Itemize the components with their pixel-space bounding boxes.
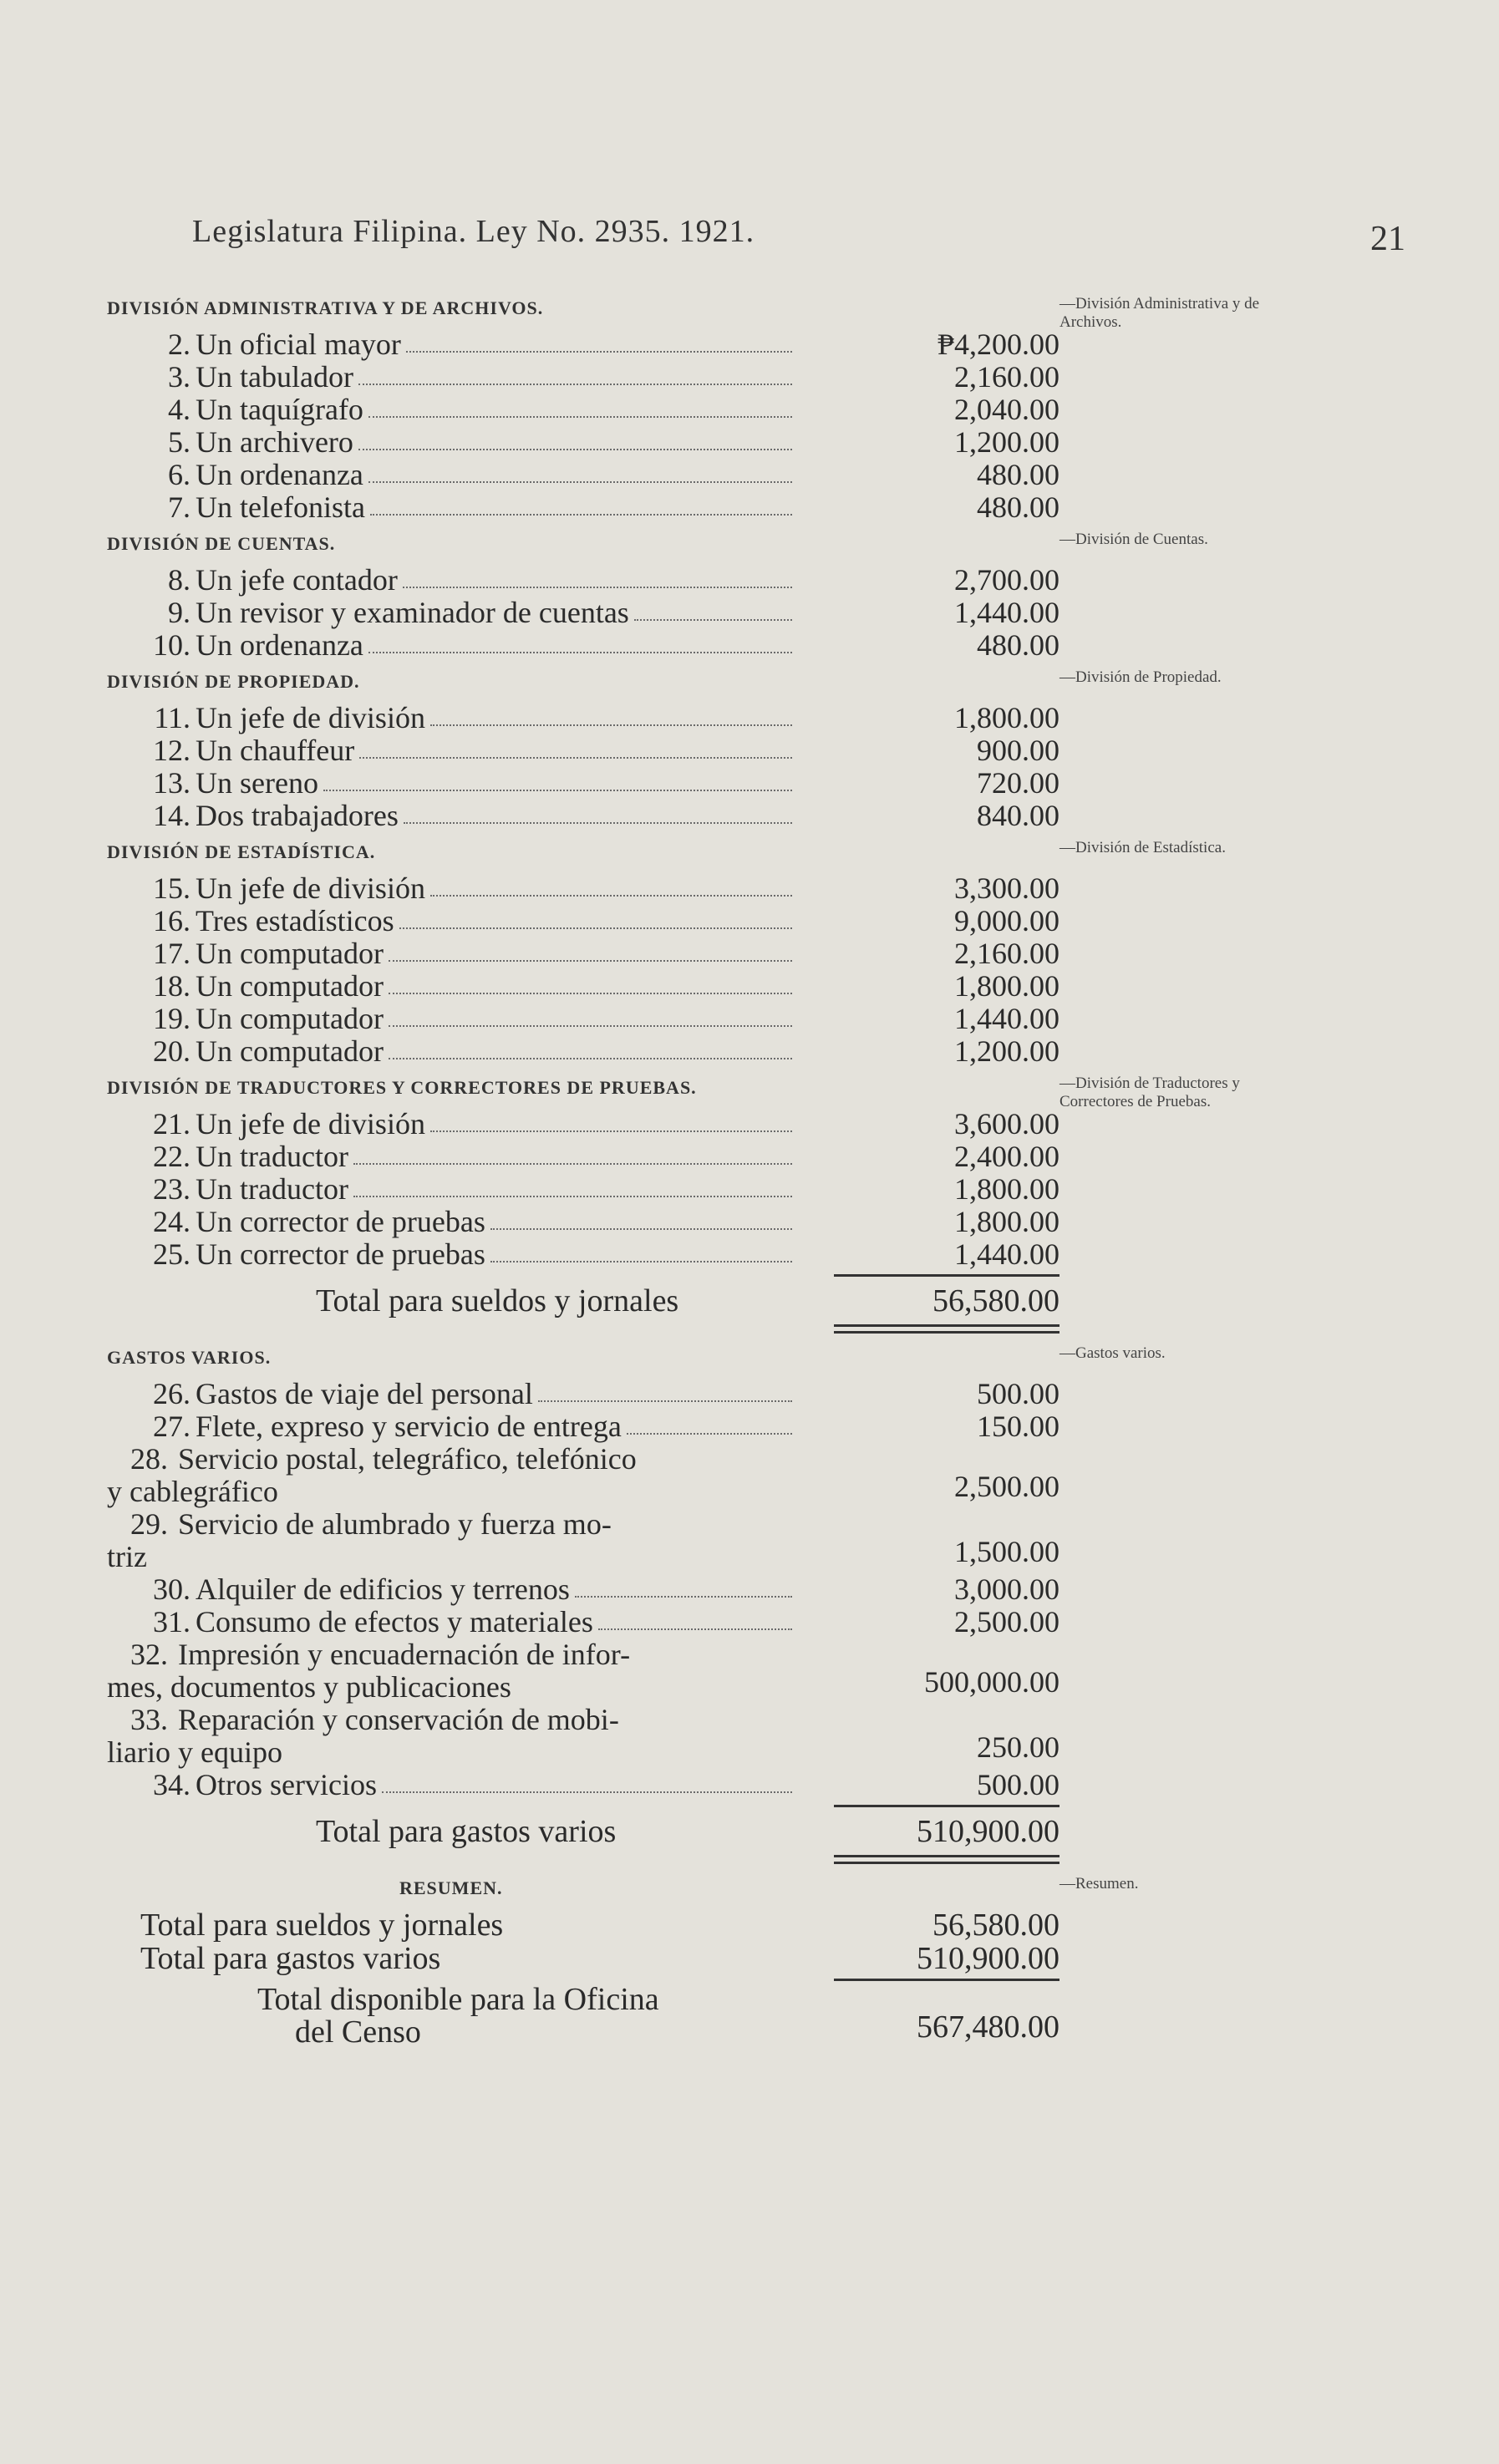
item-label: Un revisor y examinador de cuentas (196, 596, 629, 629)
item-number: 15. (153, 871, 191, 905)
leader-dots (430, 895, 792, 897)
item-amount: 3,600.00 (954, 1107, 1059, 1141)
item-number: 32. (130, 1638, 168, 1671)
margin-note: —División de Traductores y Correctores de Pruebas. (1059, 1075, 1240, 1110)
item-label: Un oficial mayor (196, 328, 401, 361)
margin-note: —División de Estadística. (1059, 839, 1226, 856)
item-label: Un ordenanza (196, 628, 363, 662)
item-amount: 2,160.00 (954, 937, 1059, 970)
line-item (107, 459, 1059, 491)
leader-dots (404, 822, 792, 824)
line-item (107, 1638, 1059, 1704)
item-amount: 1,440.00 (954, 1002, 1059, 1035)
item-number: 30. (153, 1572, 191, 1606)
item-number: 8. (168, 563, 191, 597)
item-number: 26. (153, 1377, 191, 1410)
line-item (107, 800, 1059, 832)
item-amount: 9,000.00 (954, 904, 1059, 937)
leader-dots (389, 1025, 792, 1027)
item-amount: 1,200.00 (954, 1034, 1059, 1068)
leader-dots (389, 960, 792, 962)
item-number: 20. (153, 1034, 191, 1068)
item-label: Un computador (196, 1002, 384, 1035)
item-label: Un traductor (196, 1140, 348, 1173)
item-label: Un jefe de división (196, 1107, 425, 1141)
leader-dots (368, 416, 792, 418)
line-item (107, 1003, 1059, 1035)
line-item (107, 1704, 1059, 1769)
line-item (107, 1606, 1059, 1638)
item-number: 7. (168, 490, 191, 524)
item-amount: 1,500.00 (954, 1535, 1059, 1568)
item-label: Un telefonista (196, 490, 365, 524)
item-label-line-2: mes, documentos y publicaciones (107, 1670, 511, 1704)
leader-dots (430, 1130, 792, 1132)
item-amount: 500,000.00 (924, 1665, 1059, 1699)
item-label: Un taquígrafo (196, 393, 363, 426)
summary-line (107, 1942, 1059, 1975)
margin-note: —División de Cuentas. (1059, 531, 1208, 548)
line-item (107, 1508, 1059, 1573)
section-heading: DIVISIÓN ADMINISTRATIVA Y DE ARCHIVOS. (107, 297, 544, 318)
item-amount: 1,440.00 (954, 596, 1059, 629)
margin-note: —División Administrativa y de Archivos. (1059, 295, 1260, 331)
item-label-line-2: triz (107, 1540, 147, 1573)
item-number: 3. (168, 360, 191, 394)
item-number: 13. (153, 766, 191, 800)
item-number: 16. (153, 904, 191, 937)
final-amount: 567,480.00 (917, 2009, 1059, 2045)
running-head: Legislatura Filipina. Ley No. 2935. 1921. (192, 214, 755, 249)
line-item (107, 872, 1059, 905)
item-amount: 840.00 (977, 799, 1059, 832)
item-amount: 500.00 (977, 1768, 1059, 1801)
summary-amount: 510,900.00 (917, 1941, 1059, 1976)
total-rule (107, 1801, 1059, 1810)
item-number: 25. (153, 1237, 191, 1271)
summary-label: Total para sueldos y jornales (140, 1908, 504, 1943)
line-item (107, 1206, 1059, 1238)
leader-dots (323, 790, 792, 791)
line-item (107, 597, 1059, 629)
item-line-1 (130, 1508, 612, 1541)
item-label: Consumo de efectos y materiales (196, 1605, 593, 1638)
total-rule (107, 1271, 1059, 1279)
line-item (107, 734, 1059, 767)
leader-dots (358, 449, 792, 450)
item-number: 4. (168, 393, 191, 426)
item-number: 6. (168, 458, 191, 491)
section-heading: GASTOS VARIOS. (107, 1347, 272, 1368)
item-label: Gastos de viaje del personal (196, 1377, 533, 1410)
item-amount: 2,400.00 (954, 1140, 1059, 1173)
item-label: Otros servicios (196, 1768, 377, 1801)
item-label-line-2: y cablegráfico (107, 1475, 278, 1508)
final-label-line-2: del Censo (295, 2014, 421, 2050)
item-number: 23. (153, 1172, 191, 1206)
double-rule (107, 1323, 1059, 1338)
item-number: 31. (153, 1605, 191, 1638)
section-heading: DIVISIÓN DE PROPIEDAD. (107, 671, 360, 692)
summary-line (107, 1908, 1059, 1942)
item-amount: 1,440.00 (954, 1237, 1059, 1271)
line-item (107, 1238, 1059, 1271)
item-label: Un jefe de división (196, 871, 425, 905)
leader-dots (538, 1400, 792, 1402)
leader-dots (430, 724, 792, 726)
item-amount: 2,500.00 (954, 1470, 1059, 1503)
total-label: Total para gastos varios (316, 1814, 617, 1849)
item-amount: 1,800.00 (954, 969, 1059, 1003)
final-label-line-1: Total disponible para la Oficina (257, 1982, 659, 2017)
item-number: 33. (130, 1703, 168, 1736)
item-label-line-1: Impresión y encuadernación de infor- (178, 1638, 631, 1671)
item-label: Un traductor (196, 1172, 348, 1206)
item-number: 9. (168, 596, 191, 629)
item-label-line-1: Servicio de alumbrado y fuerza mo- (178, 1507, 612, 1541)
final-total-row (107, 1984, 1059, 2054)
item-label: Un tabulador (196, 360, 353, 394)
line-item (107, 564, 1059, 597)
item-label-line-2: liario y equipo (107, 1735, 282, 1769)
item-amount: 2,500.00 (954, 1605, 1059, 1638)
item-number: 27. (153, 1410, 191, 1443)
item-line-1 (130, 1704, 619, 1736)
leader-dots (634, 619, 792, 621)
leader-dots (389, 1058, 792, 1059)
total-label: Total para sueldos y jornales (316, 1283, 679, 1318)
line-item (107, 426, 1059, 459)
item-number: 17. (153, 937, 191, 970)
item-number: 10. (153, 628, 191, 662)
item-amount: 2,040.00 (954, 393, 1059, 426)
item-amount: 500.00 (977, 1377, 1059, 1410)
line-item (107, 702, 1059, 734)
item-amount: 3,000.00 (954, 1572, 1059, 1606)
item-label: Flete, expreso y servicio de entrega (196, 1410, 622, 1443)
summary-amount: 56,580.00 (932, 1908, 1059, 1943)
item-line-1 (130, 1638, 630, 1671)
item-number: 34. (153, 1768, 191, 1801)
section-heading: DIVISIÓN DE TRADUCTORES Y CORRECTORES DE PRUEBAS. (107, 1077, 697, 1098)
item-label: Un chauffeur (196, 734, 355, 767)
leader-dots (370, 514, 792, 516)
leader-dots (353, 1163, 792, 1165)
leader-dots (359, 757, 792, 759)
item-number: 5. (168, 425, 191, 459)
margin-note: —Gastos varios. (1059, 1344, 1166, 1362)
leader-dots (406, 351, 792, 353)
item-number: 18. (153, 969, 191, 1003)
line-item (107, 361, 1059, 394)
item-label: Un archivero (196, 425, 353, 459)
leader-dots (490, 1228, 792, 1230)
item-amount: 480.00 (977, 458, 1059, 491)
leader-dots (358, 384, 792, 385)
item-label: Un computador (196, 937, 384, 970)
item-label: Un computador (196, 969, 384, 1003)
item-amount: 1,800.00 (954, 1205, 1059, 1238)
summary-label: Total para gastos varios (140, 1941, 441, 1976)
item-amount: 2,700.00 (954, 563, 1059, 597)
line-item (107, 1108, 1059, 1141)
line-item (107, 937, 1059, 970)
item-number: 29. (130, 1507, 168, 1541)
item-amount: 150.00 (977, 1410, 1059, 1443)
line-item (107, 905, 1059, 937)
item-label: Un corrector de pruebas (196, 1205, 485, 1238)
total-amount: 56,580.00 (932, 1283, 1059, 1318)
item-amount: 2,160.00 (954, 360, 1059, 394)
line-item (107, 1443, 1059, 1508)
leader-dots (403, 587, 792, 588)
item-label: Un corrector de pruebas (196, 1237, 485, 1271)
margin-note: —Resumen. (1059, 1875, 1139, 1892)
item-number: 11. (154, 701, 191, 734)
total-amount: 510,900.00 (917, 1814, 1059, 1849)
page-number: 21 (1370, 220, 1405, 258)
leader-dots (627, 1433, 792, 1435)
item-amount: 1,800.00 (954, 1172, 1059, 1206)
item-line-1 (130, 1443, 637, 1476)
item-label: Alquiler de edificios y terrenos (196, 1572, 570, 1606)
leader-dots (353, 1196, 792, 1197)
item-amount: 480.00 (977, 490, 1059, 524)
leader-dots (368, 481, 792, 483)
item-label: Un jefe de división (196, 701, 425, 734)
item-label: Un computador (196, 1034, 384, 1068)
line-item (107, 1378, 1059, 1410)
item-number: 14. (153, 799, 191, 832)
item-number: 19. (153, 1002, 191, 1035)
line-item (107, 970, 1059, 1003)
item-number: 22. (153, 1140, 191, 1173)
line-item (107, 1573, 1059, 1606)
section-heading: RESUMEN. (399, 1877, 503, 1898)
item-label-line-1: Reparación y conservación de mobi- (178, 1703, 619, 1736)
leader-dots (368, 652, 792, 653)
line-item (107, 1035, 1059, 1068)
leader-dots (399, 927, 792, 929)
item-number: 2. (168, 328, 191, 361)
item-label: Un jefe contador (196, 563, 398, 597)
leader-dots (575, 1596, 792, 1598)
line-item (107, 394, 1059, 426)
item-amount: 480.00 (977, 628, 1059, 662)
line-item (107, 629, 1059, 662)
leader-dots (389, 993, 792, 994)
gastos-total-row (107, 1810, 1059, 1853)
item-amount: 1,200.00 (954, 425, 1059, 459)
item-amount: 1,800.00 (954, 701, 1059, 734)
item-amount: 250.00 (977, 1730, 1059, 1764)
double-rule (107, 1853, 1059, 1868)
item-number: 21. (153, 1107, 191, 1141)
salaries-total-row (107, 1279, 1059, 1323)
line-item (107, 1141, 1059, 1173)
section-heading: DIVISIÓN DE ESTADÍSTICA. (107, 841, 376, 862)
line-item (107, 767, 1059, 800)
line-item (107, 1410, 1059, 1443)
item-amount: ₱4,200.00 (937, 328, 1059, 361)
item-label: Dos trabajadores (196, 799, 399, 832)
appropriation-table (107, 288, 1059, 2054)
section-heading: DIVISIÓN DE CUENTAS. (107, 533, 336, 554)
item-number: 12. (153, 734, 191, 767)
item-number: 24. (153, 1205, 191, 1238)
leader-dots (598, 1628, 792, 1630)
item-amount: 720.00 (977, 766, 1059, 800)
item-label-line-1: Servicio postal, telegráfico, telefónico (178, 1442, 637, 1476)
line-item (107, 491, 1059, 524)
margin-note: —División de Propiedad. (1059, 668, 1222, 686)
item-amount: 3,300.00 (954, 871, 1059, 905)
item-label: Un ordenanza (196, 458, 363, 491)
line-item (107, 1173, 1059, 1206)
line-item (107, 1769, 1059, 1801)
item-number: 28. (130, 1442, 168, 1476)
leader-dots (382, 1791, 792, 1793)
line-item (107, 328, 1059, 361)
item-label: Tres estadísticos (196, 904, 394, 937)
item-amount: 900.00 (977, 734, 1059, 767)
leader-dots (490, 1261, 792, 1262)
item-label: Un sereno (196, 766, 318, 800)
